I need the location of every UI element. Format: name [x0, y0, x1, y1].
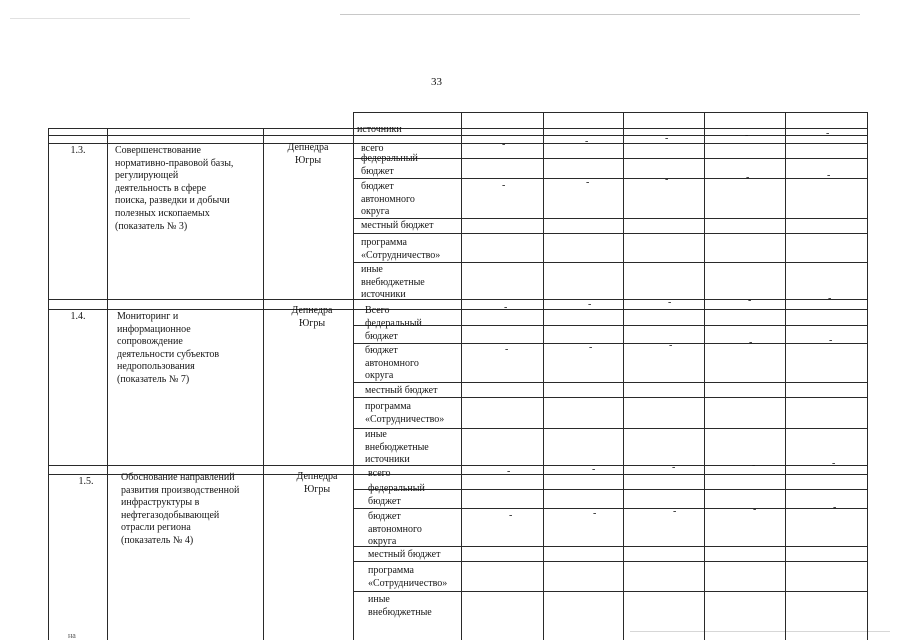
row-name: Обоснование направлений развития производственной инфраструктуры в нефтегазодобывающей отрасли региона (показатель № 4) [121, 472, 240, 546]
dash-value: - [665, 174, 669, 185]
dash-value: - [505, 344, 509, 355]
column-divider [48, 128, 49, 640]
page-footer-mark: на [68, 631, 76, 640]
source-label: местный бюджет [361, 220, 434, 231]
dash-value: - [745, 130, 749, 141]
dash-value: - [749, 337, 753, 348]
column-divider [623, 112, 624, 640]
dash-value: - [833, 502, 837, 513]
row-name: Мониторинг и информационное сопровождение деятельности субъектов недропользования (показатель № 7) [117, 311, 220, 385]
row-number: 1.5. [78, 476, 94, 487]
column-divider [353, 112, 354, 640]
dash-value: - [589, 342, 593, 353]
row-divider [48, 143, 868, 144]
row-divider [353, 233, 868, 234]
column-divider [704, 112, 705, 640]
source-label: источники [357, 124, 402, 135]
column-divider [543, 112, 544, 640]
dash-value: - [828, 293, 832, 304]
dash-value: - [588, 299, 592, 310]
row-divider [353, 218, 868, 219]
row-number: 1.3. [70, 145, 86, 156]
row-executor: Депнедра Югры [287, 142, 329, 166]
source-label: иные внебюджетные источники [361, 264, 425, 301]
row-divider [353, 546, 868, 547]
dash-value: - [673, 506, 677, 517]
source-label: местный бюджет [368, 549, 441, 560]
dash-value: - [593, 508, 597, 519]
dash-value: - [507, 466, 511, 477]
source-label: программа «Сотрудничество» [361, 237, 441, 261]
dash-value: - [827, 170, 831, 181]
dash-value: - [746, 172, 750, 183]
dash-value: - [502, 180, 506, 191]
row-executor: Депнедра Югры [296, 471, 338, 495]
table-top-border [353, 112, 868, 113]
source-label: всего [368, 468, 391, 479]
source-label: иные внебюджетные источники [365, 429, 429, 466]
source-label: бюджет автономного округа [361, 181, 415, 218]
dash-value: - [752, 460, 756, 471]
source-label: программа «Сотрудничество» [365, 401, 445, 425]
source-label: программа «Сотрудничество» [368, 565, 448, 589]
row-divider [353, 591, 868, 592]
page-number: 33 [431, 76, 442, 88]
column-divider [867, 112, 868, 640]
source-label: бюджет автономного округа [368, 511, 422, 548]
row-divider [48, 309, 868, 310]
row-divider [353, 178, 868, 179]
row-number: 1.4. [70, 311, 86, 322]
column-divider [461, 112, 462, 640]
source-label: федеральный бюджет [365, 318, 422, 342]
row-divider [48, 465, 868, 466]
source-label: Всего [365, 305, 390, 316]
column-divider [785, 112, 786, 640]
source-label: иные внебюджетные [368, 594, 432, 618]
source-label: всего [361, 143, 384, 154]
dash-value: - [672, 462, 676, 473]
column-divider [263, 128, 264, 640]
source-label: федеральный бюджет [368, 483, 425, 507]
row-divider [48, 299, 868, 300]
dash-value: - [665, 133, 669, 144]
row-divider [353, 382, 868, 383]
dash-value: - [592, 464, 596, 475]
row-name: Совершенствование нормативно-правовой базы, регулирующей деятельность в сфере поиска, разведки и добычи полезных ископаемых (показатель № 3) [115, 145, 234, 232]
dash-value: - [829, 335, 833, 346]
dash-value: - [585, 136, 589, 147]
row-divider [353, 325, 868, 326]
dash-value: - [826, 128, 830, 139]
row-executor: Депнедра Югры [291, 305, 333, 329]
source-label: бюджет автономного округа [365, 345, 419, 382]
table-top-border [48, 128, 868, 129]
row-divider [353, 489, 868, 490]
row-divider [353, 158, 868, 159]
dash-value: - [504, 302, 508, 313]
dash-value: - [669, 340, 673, 351]
row-divider [353, 428, 868, 429]
row-divider [353, 508, 868, 509]
dash-value: - [832, 458, 836, 469]
dash-value: - [502, 139, 506, 150]
dash-value: - [753, 504, 757, 515]
dash-value: - [668, 297, 672, 308]
source-label: федеральный бюджет [361, 153, 418, 177]
row-divider [353, 343, 868, 344]
dash-value: - [748, 295, 752, 306]
dash-value: - [586, 177, 590, 188]
dash-value: - [509, 510, 513, 521]
column-divider [107, 128, 108, 640]
source-label: местный бюджет [365, 385, 438, 396]
